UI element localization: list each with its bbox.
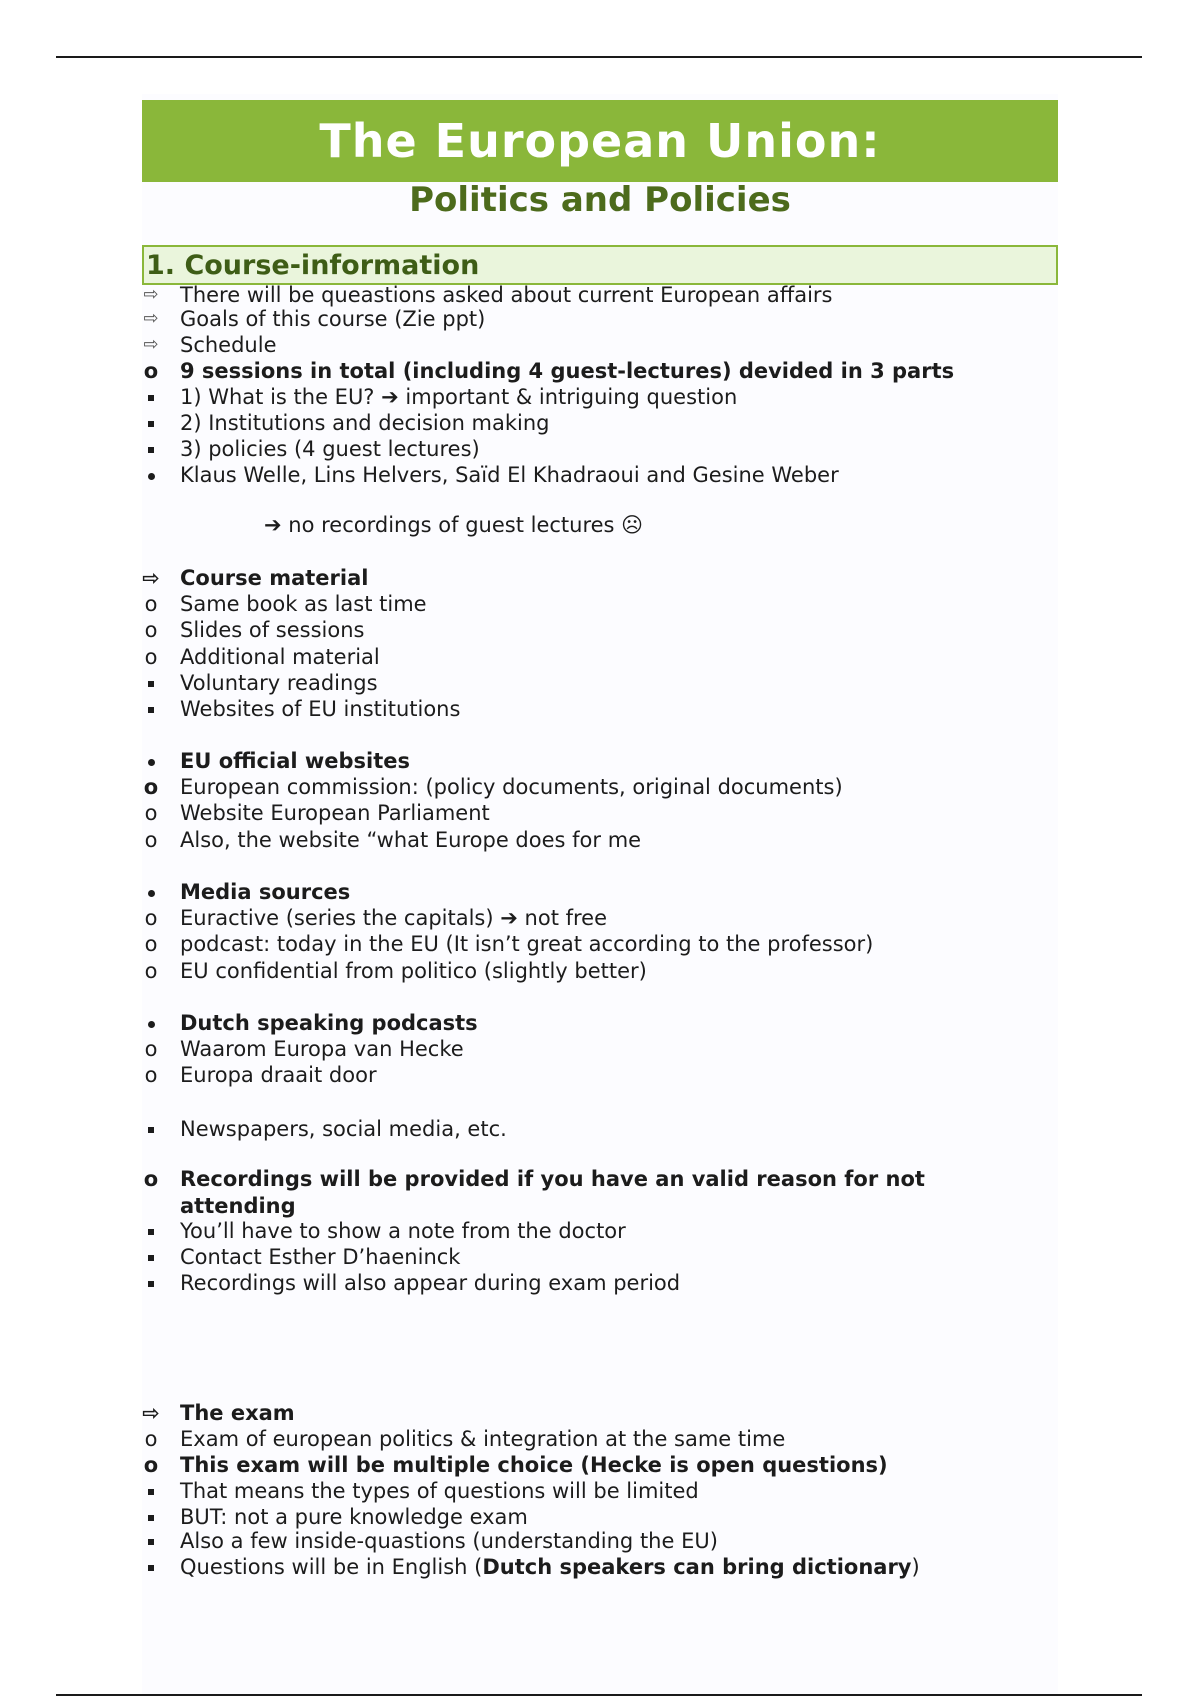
- dot-bullet-icon: [142, 748, 160, 774]
- arrow-right-icon: ➔: [264, 513, 282, 537]
- bottom-rule: [56, 1694, 1142, 1696]
- arrow-bullet-icon: ⇨: [142, 1401, 160, 1425]
- circle-bullet-icon: o: [143, 775, 159, 799]
- title-banner: [142, 100, 1058, 182]
- square-bullet-icon: [142, 1554, 160, 1580]
- circle-bullet-icon: o: [144, 959, 158, 983]
- square-bullet-icon: [142, 1116, 160, 1142]
- arrow-bullet-icon: ⇨: [143, 334, 159, 355]
- square-bullet-icon: [142, 1270, 160, 1296]
- circle-bullet-icon: o: [144, 828, 158, 852]
- circle-bullet-icon: o: [143, 359, 159, 383]
- document-page: The European Union: Politics and Policies 1. Course-information ⇨ There will be queastions asked about current European affairs ⇨ Goals of this course (Zie ppt) ⇨ Schedule o 9 sessions in total (including 4 guest-lectures) devided in 3 parts 1) What is the EU? ➔ important & intriguing question 2) Institutions and decision making 3) policies (4 guest lectures) Klaus Welle, Lins Helvers, Saïd El Khadraoui and Gesine Weber ➔ no recordings of guest lectures ☹ ⇨ Course material o Same book as last time o Slides of sessions o Additional material Voluntary readings Websites of EU institutions EU official websites o European commission: (policy documents, original documents) o Website European Parliament o Also, the website “what Europe does for me Media sources o Euractive (series the capitals) ➔ not free o podcast: today in the EU (It isn’t great according to the professor) o EU confidential from politico (slightly better) Dutch speaking podcasts o Waarom Europa van Hecke o Europa draait door Newspapers, social media, etc. o Recordings will be provided if you have an valid reason for not attending You’ll have to show a note from the doctor Contact Esther D’haeninck Recordings will also appear during exam period ⇨ The exam o Exam of european politics & integration at the same time o This exam will be multiple choice (Hecke is open questions) That means the types of questions will be limited BUT: not a pure knowledge exam Also a few inside-quastions (understanding the EU) Questions will be in English (Dutch speakers can bring dictionary): [142, 94, 1058, 1694]
- square-bullet-icon: [142, 670, 160, 696]
- dot-bullet-icon: [142, 1010, 160, 1036]
- top-rule: [56, 56, 1142, 58]
- circle-bullet-icon: o: [144, 1427, 158, 1451]
- circle-bullet-icon: o: [144, 592, 158, 616]
- square-bullet-icon: [142, 410, 160, 436]
- square-bullet-icon: [142, 1528, 160, 1554]
- circle-bullet-icon: o: [144, 645, 158, 669]
- dot-bullet-icon: [142, 462, 160, 488]
- circle-bullet-icon: o: [144, 1037, 158, 1061]
- arrow-bullet-icon: ⇨: [143, 284, 159, 305]
- circle-bullet-icon: o: [144, 906, 158, 930]
- square-bullet-icon: [142, 696, 160, 722]
- doc-title: The European Union:: [319, 114, 881, 168]
- dot-bullet-icon: [142, 879, 160, 905]
- square-bullet-icon: [142, 1244, 160, 1270]
- square-bullet-icon: [142, 1478, 160, 1504]
- section-heading-text: 1. Course-information: [146, 249, 480, 281]
- section-heading: [142, 245, 1058, 285]
- arrow-right-icon: ➔: [381, 385, 399, 409]
- circle-bullet-icon: o: [143, 1453, 159, 1477]
- arrow-right-icon: ➔: [500, 906, 518, 930]
- doc-subtitle: Politics and Policies: [409, 180, 791, 220]
- square-bullet-icon: [142, 1504, 160, 1530]
- arrow-bullet-icon: ⇨: [143, 308, 159, 329]
- square-bullet-icon: [142, 1218, 160, 1244]
- circle-bullet-icon: o: [143, 1167, 159, 1191]
- circle-bullet-icon: o: [144, 801, 158, 825]
- circle-bullet-icon: o: [144, 618, 158, 642]
- circle-bullet-icon: o: [144, 1063, 158, 1087]
- square-bullet-icon: [142, 384, 160, 410]
- square-bullet-icon: [142, 436, 160, 462]
- circle-bullet-icon: o: [144, 932, 158, 956]
- arrow-bullet-icon: ⇨: [142, 566, 160, 590]
